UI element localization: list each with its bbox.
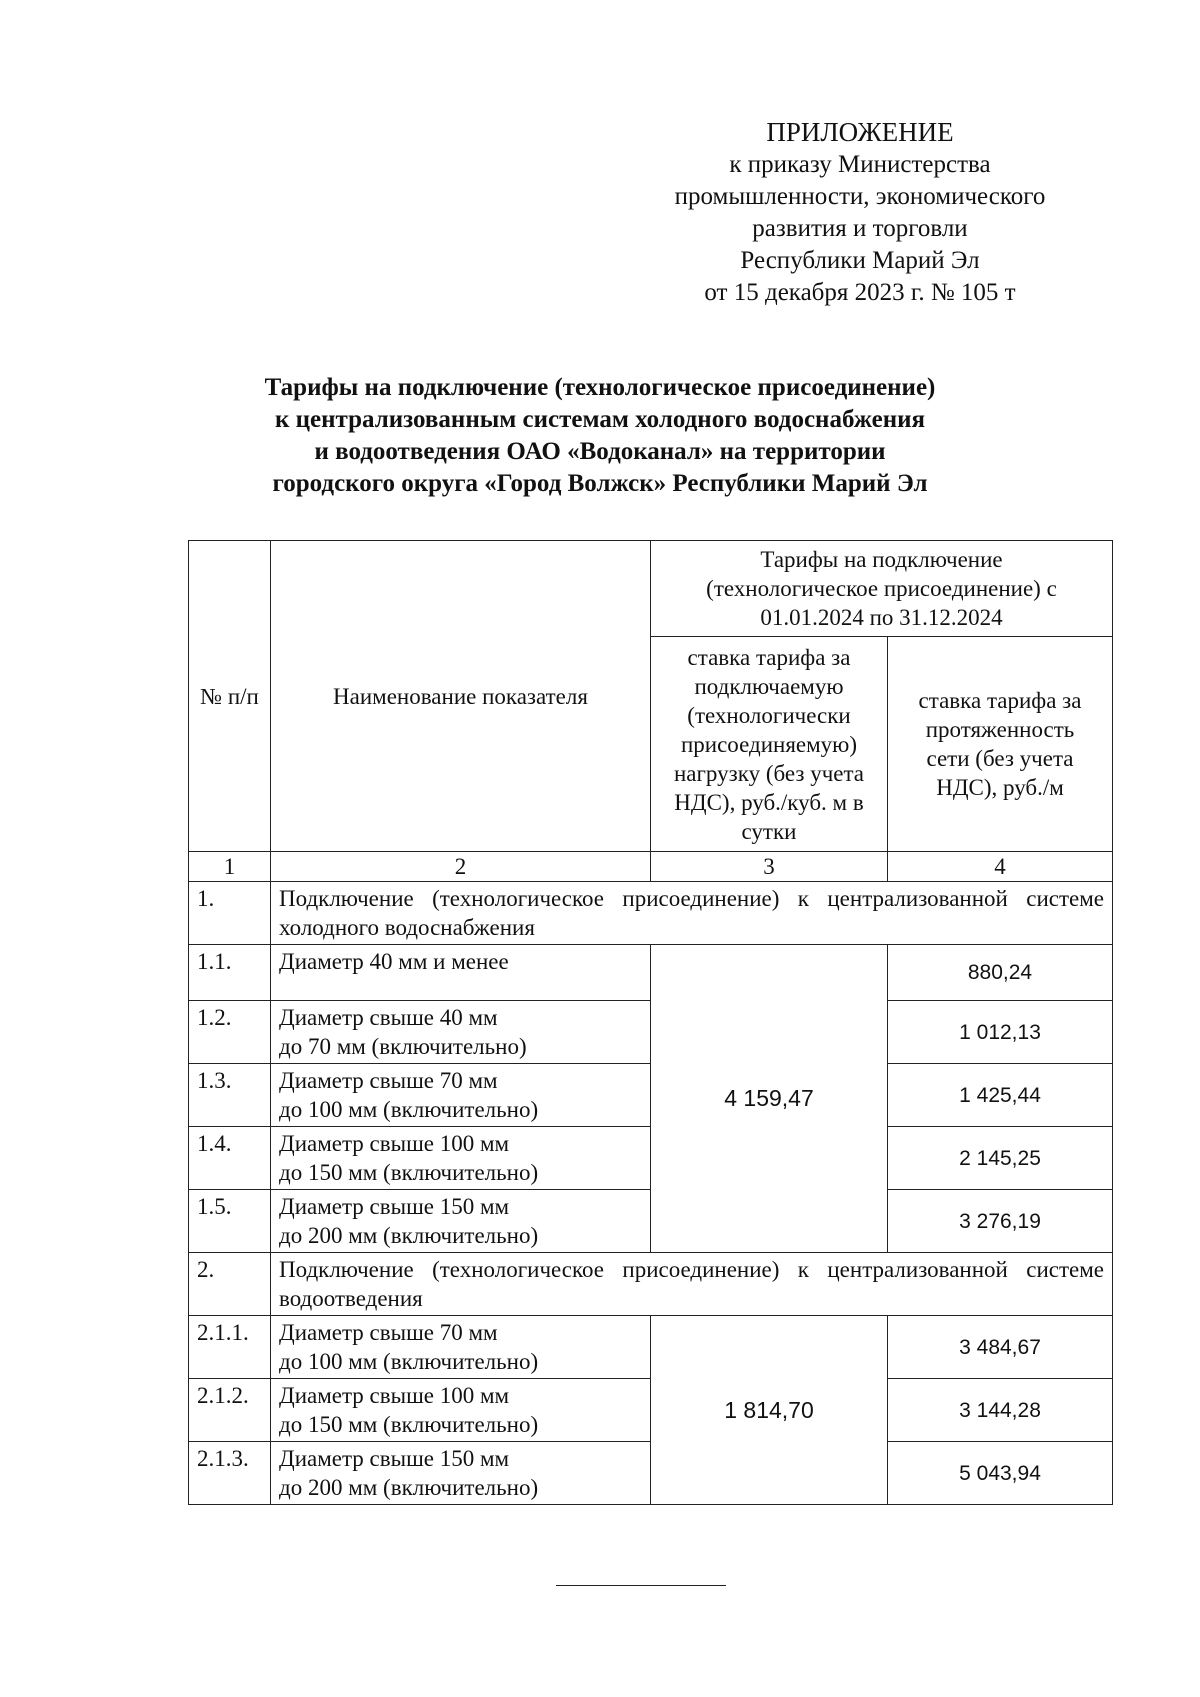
row-name-line: до 150 мм (включительно) [279, 1412, 539, 1437]
appendix-line: развития и торговли [752, 215, 968, 242]
row-name-line: до 100 мм (включительно) [279, 1349, 539, 1374]
row-name [271, 1190, 651, 1253]
row-number: 2.1.1. [189, 1316, 271, 1379]
row-name [271, 1064, 651, 1127]
header-col-name: Наименование показателя [271, 541, 651, 852]
length-rate-value: 1 012,13 [888, 1001, 1113, 1064]
length-rate-value: 3 144,28 [888, 1379, 1113, 1442]
length-rate-value: 1 425,44 [888, 1064, 1113, 1127]
table-row [189, 945, 1113, 1001]
row-number: 1.5. [189, 1190, 271, 1253]
length-rate-value: 5 043,94 [888, 1442, 1113, 1505]
row-number: 1.1. [189, 945, 271, 1001]
row-number: 1.4. [189, 1127, 271, 1190]
length-rate-value: 3 276,19 [888, 1190, 1113, 1253]
document-title [180, 372, 1020, 500]
row-name-line: Диаметр свыше 40 мм [279, 1005, 498, 1030]
load-rate-value: 1 814,70 [651, 1316, 888, 1505]
length-rate-value: 2 145,25 [888, 1127, 1113, 1190]
column-number: 1 [189, 852, 271, 882]
appendix-line: к приказу Министерства [729, 151, 991, 178]
appendix-line: от 15 декабря 2023 г. № 105 т [704, 279, 1016, 306]
row-name-line: Диаметр свыше 100 мм [279, 1383, 510, 1408]
header-col-load-rate: ставка тарифа за подключаемую (технологически присоединяемую) нагрузку (без учета НДС), руб./куб. м в сутки [651, 637, 888, 852]
column-number: 4 [888, 852, 1113, 882]
row-name [271, 1001, 651, 1064]
header-row [189, 541, 1113, 637]
table-row [189, 1316, 1113, 1379]
row-number: 2.1.3. [189, 1442, 271, 1505]
appendix-line: Республики Марий Эл [740, 247, 980, 274]
row-name-line: Диаметр свыше 150 мм [279, 1446, 510, 1471]
section-number: 1. [189, 882, 271, 945]
row-name [271, 1379, 651, 1442]
row-number: 2.1.2. [189, 1379, 271, 1442]
row-name [271, 1442, 651, 1505]
column-number: 2 [271, 852, 651, 882]
appendix-heading: ПРИЛОЖЕНИЕ [766, 117, 954, 147]
load-rate-value: 4 159,47 [651, 945, 888, 1253]
header-col-length-rate: ставка тарифа за протяженность сети (без учета НДС), руб./м [888, 637, 1113, 852]
title-line: городского округа «Город Волжск» Республики Марий Эл [272, 470, 928, 497]
row-name [271, 945, 651, 1001]
row-name [271, 1127, 651, 1190]
section-number: 2. [189, 1253, 271, 1316]
header-col-tariffs: Тарифы на подключение (технологическое присоединение) с 01.01.2024 по 31.12.2024 [651, 541, 1113, 637]
section-title: Подключение (технологическое присоединение) к централизованной системе холодного водоснабжения [271, 882, 1113, 945]
appendix-block [620, 115, 1100, 309]
row-name-line: Диаметр свыше 70 мм [279, 1320, 498, 1345]
title-line: и водоотведения ОАО «Водоканал» на территории [314, 438, 886, 465]
row-number: 1.2. [189, 1001, 271, 1064]
closing-divider [556, 1585, 726, 1586]
row-name-line: до 150 мм (включительно) [279, 1160, 539, 1185]
row-name-line: Диаметр 40 мм и менее [279, 949, 509, 974]
title-line: Тарифы на подключение (технологическое присоединение) [264, 374, 936, 401]
appendix-line: промышленности, экономического [674, 183, 1046, 210]
header-col-number: № п/п [189, 541, 271, 852]
length-rate-value: 3 484,67 [888, 1316, 1113, 1379]
tariff-table [188, 540, 1113, 1505]
row-name-line: Диаметр свыше 100 мм [279, 1131, 510, 1156]
row-name-line: Диаметр свыше 150 мм [279, 1194, 510, 1219]
row-name [271, 1316, 651, 1379]
section-title: Подключение (технологическое присоединение) к централизованной системе водоотведения [271, 1253, 1113, 1316]
row-name-line: до 200 мм (включительно) [279, 1475, 539, 1500]
title-line: к централизованным системам холодного водоснабжения [274, 406, 926, 433]
row-name-line: Диаметр свыше 70 мм [279, 1068, 498, 1093]
row-name-line: до 100 мм (включительно) [279, 1097, 539, 1122]
section-row [189, 882, 1113, 945]
row-name-line: до 200 мм (включительно) [279, 1223, 539, 1248]
length-rate-value: 880,24 [888, 945, 1113, 1001]
section-row [189, 1253, 1113, 1316]
column-number-row [189, 852, 1113, 882]
row-number: 1.3. [189, 1064, 271, 1127]
row-name-line: до 70 мм (включительно) [279, 1034, 527, 1059]
column-number: 3 [651, 852, 888, 882]
